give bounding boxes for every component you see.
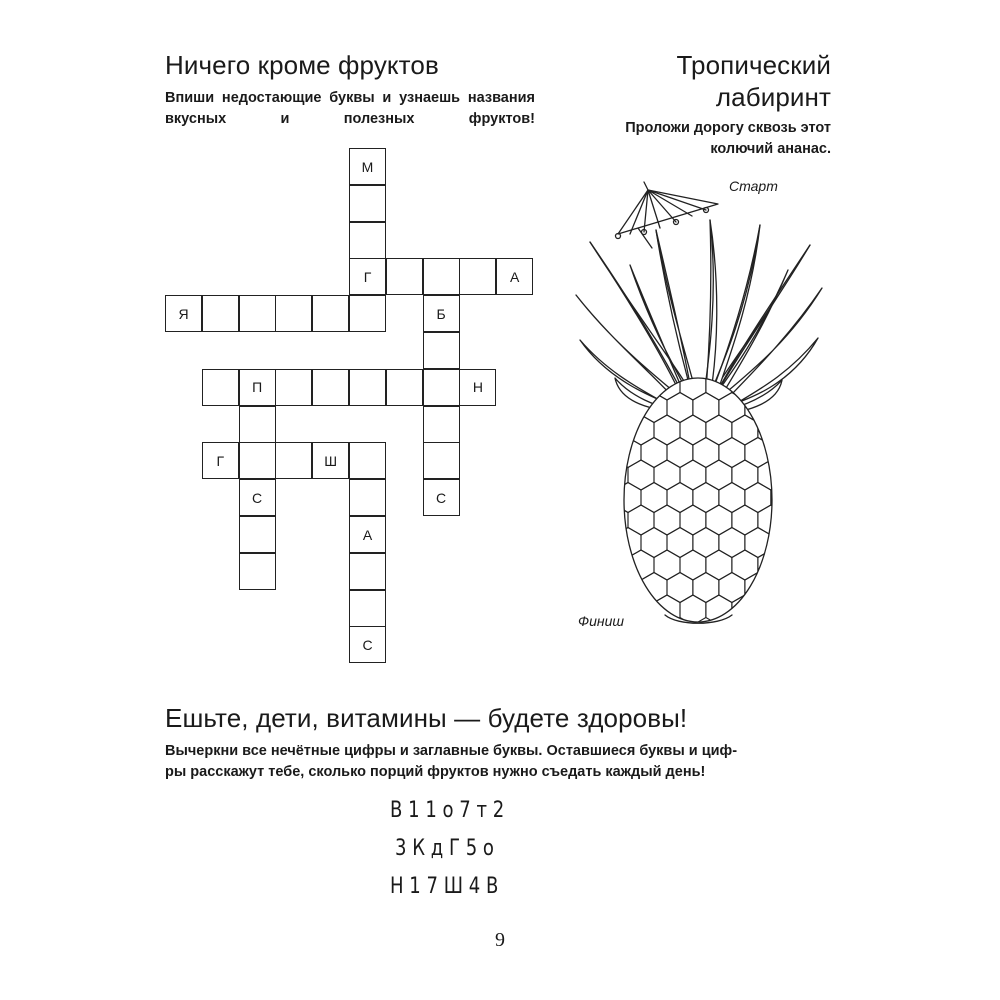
maze-hex-cell[interactable] (784, 550, 810, 580)
maze-hex-cell[interactable] (771, 438, 797, 468)
crossword-instruction: Впиши недостающие буквы и узнаешь названия вкусных и полезных фруктов! (165, 90, 535, 127)
maze-hex-cell[interactable] (771, 573, 797, 603)
pineapple-maze-illustration[interactable] (560, 170, 840, 640)
maze-start-label: Старт (729, 178, 778, 194)
crossword-cell[interactable] (275, 369, 312, 406)
maze-hex-cell[interactable] (628, 595, 654, 625)
crossword-cell[interactable] (202, 295, 239, 332)
crossword-cell[interactable]: Я (165, 295, 202, 332)
maze-hex-cell[interactable] (784, 595, 810, 625)
crossword-cell[interactable] (239, 295, 276, 332)
crossword-cell[interactable] (423, 369, 460, 406)
maze-hex-cell[interactable] (615, 573, 641, 603)
crossword-cell[interactable] (386, 258, 423, 295)
maze-instruction-line2: колючий ананас. (710, 141, 831, 157)
crossword-cell[interactable]: Г (202, 442, 239, 479)
crossword-cell[interactable] (239, 553, 276, 590)
crossword-cell[interactable] (349, 222, 386, 259)
crossword-cell[interactable]: Б (423, 295, 460, 332)
crossword-cell[interactable] (423, 332, 460, 369)
maze-hex-cell[interactable] (758, 595, 784, 625)
umbrella-icon (616, 182, 719, 248)
crossword-cell[interactable] (312, 369, 349, 406)
maze-hex-cell[interactable] (589, 438, 615, 468)
vitamins-instruction-line1: Вычеркни все нечётные цифры и заглавные буквы. Оставшиеся буквы и циф- (165, 743, 738, 759)
crossword-cell[interactable] (349, 553, 386, 590)
maze-finish-label: Финиш (578, 613, 625, 629)
crossword-cell[interactable]: А (349, 516, 386, 553)
crossword-cell[interactable]: С (239, 479, 276, 516)
maze-hex-cell[interactable] (797, 528, 823, 558)
crossword-cell[interactable] (202, 369, 239, 406)
crossword-cell[interactable]: А (496, 258, 533, 295)
crossword-cell[interactable] (349, 369, 386, 406)
maze-hex-cell[interactable] (784, 415, 810, 445)
maze-hex-cell[interactable] (589, 528, 615, 558)
maze-title-line1: Тропический (676, 50, 831, 80)
crossword-cell[interactable] (349, 590, 386, 627)
maze-hex-cell[interactable] (797, 573, 823, 603)
maze-hex-cell[interactable] (576, 415, 602, 445)
maze-hex-cell[interactable] (771, 483, 797, 513)
maze-hex-cell[interactable] (589, 573, 615, 603)
crossword-cell[interactable] (239, 442, 276, 479)
crossword-cell[interactable] (459, 258, 496, 295)
maze-hex-cell[interactable] (576, 505, 602, 535)
maze-hex-cell[interactable] (784, 460, 810, 490)
maze-hex-cell[interactable] (797, 438, 823, 468)
maze-hex-cell[interactable] (589, 393, 615, 423)
maze-hex-cell[interactable] (576, 370, 602, 400)
crossword-cell[interactable] (423, 258, 460, 295)
maze-hex-cell[interactable] (589, 483, 615, 513)
puzzle-row-2: 3 К д Г 5 о (395, 836, 494, 861)
vitamins-title: Ешьте, дети, витамины — будете здоровы! (165, 703, 688, 733)
puzzle-row-3: Н 1 7 Ш 4 В (390, 874, 499, 899)
crossword-cell[interactable]: С (423, 479, 460, 516)
maze-hex-cell[interactable] (797, 483, 823, 513)
maze-hex-cell[interactable] (602, 415, 628, 445)
crossword-cell[interactable]: Г (349, 258, 386, 295)
crossword-cell[interactable] (349, 442, 386, 479)
crossword-title: Ничего кроме фруктов (165, 50, 439, 80)
maze-hex-cell[interactable] (771, 393, 797, 423)
crossword-cell[interactable]: Ш (312, 442, 349, 479)
crossword-cell[interactable]: П (239, 369, 276, 406)
maze-hex-cell[interactable] (784, 505, 810, 535)
maze-title-line2: лабиринт (715, 82, 831, 112)
crossword-cell[interactable] (349, 185, 386, 222)
crossword-cell[interactable] (423, 406, 460, 443)
crossword-cell[interactable] (349, 295, 386, 332)
maze-hex-cell[interactable] (602, 550, 628, 580)
maze-hex-cell[interactable] (771, 528, 797, 558)
maze-hex-cell[interactable] (576, 550, 602, 580)
crossword-cell[interactable]: С (349, 626, 386, 663)
maze-instruction-line1: Проложи дорогу сквозь этот (625, 120, 831, 136)
crossword-cell[interactable] (275, 442, 312, 479)
vitamins-instruction-line2: ры расскажут тебе, сколько порций фруктов нужно съедать каждый день! (165, 764, 706, 780)
maze-hex-cell[interactable] (797, 393, 823, 423)
crossword-cell[interactable]: М (349, 148, 386, 185)
pineapple-body (624, 378, 772, 622)
maze-hex-cell[interactable] (576, 460, 602, 490)
crossword-cell[interactable] (275, 295, 312, 332)
crossword-cell[interactable] (349, 479, 386, 516)
crossword-cell[interactable] (386, 369, 423, 406)
crossword-cell[interactable] (239, 406, 276, 443)
crossword-cell[interactable] (312, 295, 349, 332)
crossword-cell[interactable]: Н (459, 369, 496, 406)
crossword-cell[interactable] (239, 516, 276, 553)
puzzle-row-1: В 1 1 о 7 т 2 (390, 798, 505, 823)
page-number: 9 (495, 929, 505, 951)
crossword-cell[interactable] (423, 442, 460, 479)
